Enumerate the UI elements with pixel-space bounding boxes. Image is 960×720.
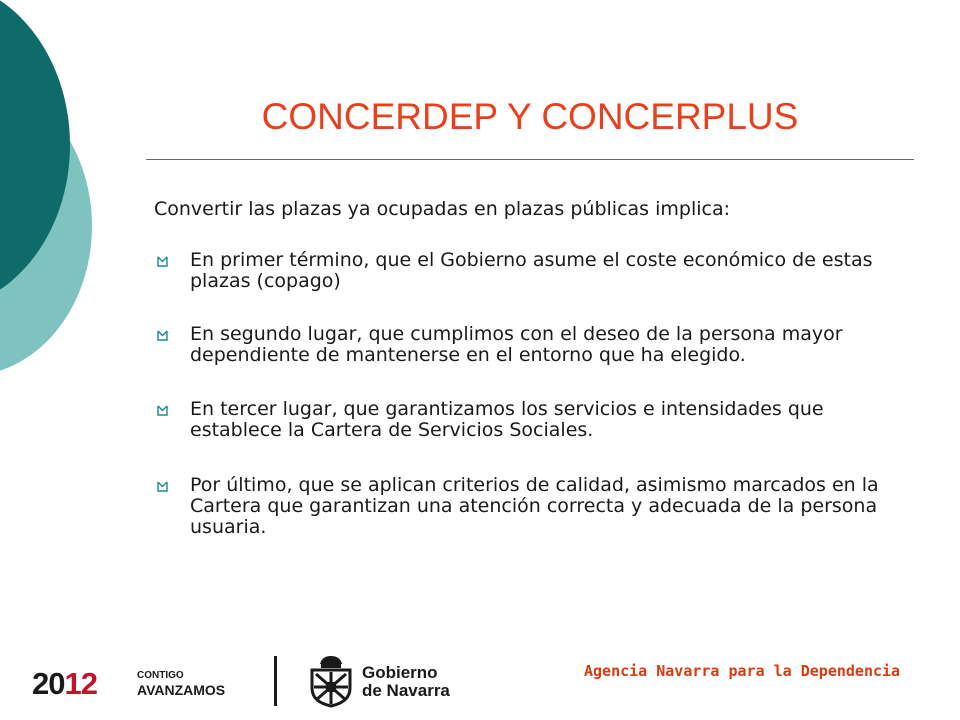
logo-2012-suffix: 12	[64, 666, 97, 701]
bullet-marker-icon	[156, 255, 169, 268]
intro-text: Convertir las plazas ya ocupadas en plazas públicas implica:	[154, 198, 730, 220]
bullet-item	[154, 250, 914, 292]
slide-title: CONCERDEP Y CONCERPLUS	[261, 96, 799, 137]
coat-of-arms-icon	[308, 654, 354, 708]
title-divider	[146, 159, 914, 160]
bullet-text: En primer término, que el Gobierno asume el coste económico de estas plazas (copago)	[190, 249, 873, 292]
logo-2012	[32, 666, 97, 702]
bullet-list	[154, 250, 914, 538]
logo-gobierno-de-navarra	[362, 664, 450, 700]
bullet-text: Por último, que se aplican criterios de calidad, asimismo marcados en la Cartera que garantizan una atención correcta y adecuada de la persona usuaria.	[190, 474, 879, 538]
logo-contigo: CONTIGO	[137, 670, 184, 681]
bullet-item	[154, 324, 914, 366]
logo-gobierno-line1: Gobierno	[362, 663, 438, 682]
logo-gobierno-line2: de Navarra	[362, 680, 450, 700]
logo-avanzamos: AVANZAMOS	[137, 682, 226, 698]
logo-divider	[274, 656, 277, 706]
bullet-text: En tercer lugar, que garantizamos los servicios e intensidades que establece la Cartera de Servicios Sociales.	[190, 398, 824, 441]
bullet-text: En segundo lugar, que cumplimos con el deseo de la persona mayor dependiente de mantenerse en el entorno que ha elegido.	[190, 323, 843, 366]
footer-logos	[32, 652, 472, 710]
bullet-marker-icon	[156, 329, 169, 342]
bullet-marker-icon	[156, 480, 169, 493]
agency-footer-text: Agencia Navarra para la Dependencia	[584, 662, 901, 680]
bullet-item	[154, 475, 914, 538]
bullet-item	[154, 399, 914, 441]
bullet-marker-icon	[156, 404, 169, 417]
logo-2012-prefix: 20	[32, 666, 65, 701]
